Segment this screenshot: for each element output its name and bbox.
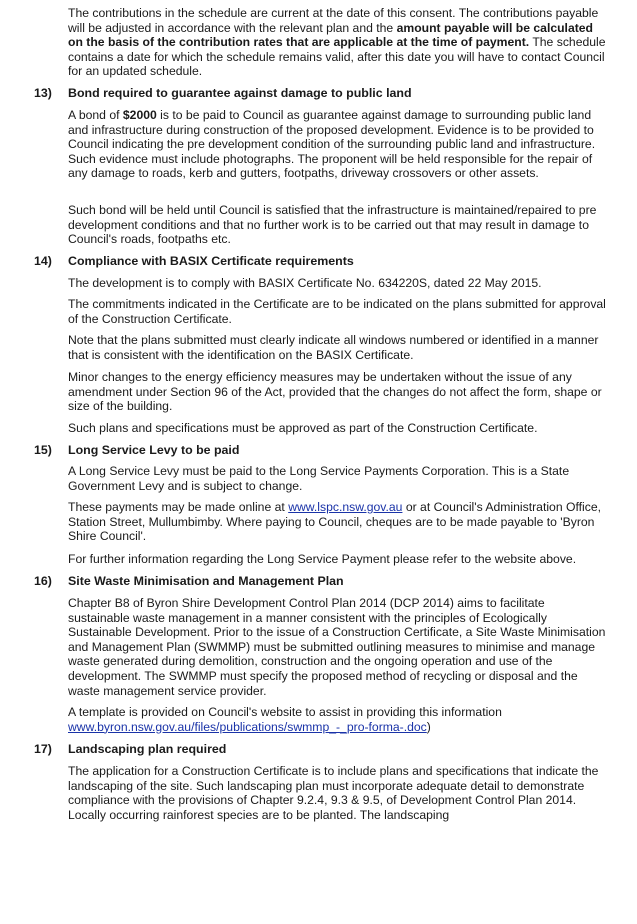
section-number: 17) [34, 742, 52, 756]
s15-paragraph-1: A Long Service Levy must be paid to the Long Service Payments Corporation. This is a State Government Levy and is subject to change. [68, 464, 570, 493]
s15-text-end: or at Council's Administration Office, Station Street, Mullumbimby. Where paying to Council, cheques are to be made payable to 'Byron Shire Council'. [68, 500, 601, 544]
section-14-heading [34, 254, 354, 269]
s14-paragraph-1: The development is to comply with BASIX Certificate No. 634220S, dated 22 May 2015. [68, 276, 542, 290]
section-15-heading [34, 443, 239, 458]
bond-amount: $2000 [122, 108, 157, 122]
intro-paragraph [68, 6, 608, 79]
section-16-heading [34, 574, 344, 589]
s14-paragraph-5: Such plans and specifications must be approved as part of the Construction Certificate. [68, 421, 538, 435]
s13-paragraph-2: Such bond will be held until Council is satisfied that the infrastructure is maintained/repaired to pre development conditions and that no further work is to be carried out that may result in damage to Council's roads, footpaths etc. [68, 203, 597, 247]
s16-text: A template is provided on Council's website to assist in providing this information [68, 705, 502, 719]
lspc-website-link[interactable]: www.lspc.nsw.gov.au [288, 500, 403, 514]
section-title: Site Waste Minimisation and Management Plan [68, 574, 344, 588]
swmmp-template-link[interactable]: www.byron.nsw.gov.au/files/publications/swmmp_-_pro-forma-.doc [68, 719, 427, 734]
intro-bold-text: amount payable will be calculated on the basis of the contribution rates that are applicable at the time of payment. [68, 20, 594, 50]
section-title: Bond required to guarantee against damage to public land [68, 86, 412, 100]
s16-paragraph-2 [68, 705, 608, 734]
s16-paragraph-1: Chapter B8 of Byron Shire Development Control Plan 2014 (DCP 2014) aims to facilitate sustainable waste management in a manner consistent with the principles of Ecologically Sustainable Development. Prior to the issue of a Construction Certificate, a Site Waste Minimisation and Management Plan (SWMMP) must be submitted outlining measures to minimise and manage waste generated during demolition, construction and the ongoing operation and use of the development. The SWMMP must specify the proposed method of recycling or disposal and the waste management service provider. [68, 596, 606, 698]
s15-paragraph-3: For further information regarding the Long Service Payment please refer to the website above. [68, 552, 577, 566]
section-title: Long Service Levy to be paid [68, 443, 240, 457]
s14-paragraph-3: Note that the plans submitted must clearly indicate all windows numbered or identified in a manner that is consistent with the identification on the BASIX Certificate. [68, 333, 599, 362]
section-number: 14) [34, 254, 52, 268]
s14-paragraph-4: Minor changes to the energy efficiency measures may be undertaken without the issue of any amendment under Section 96 of the Act, provided that the changes do not affect the form, shape or size of the building. [68, 370, 602, 414]
s15-text: These payments may be made online at [68, 500, 289, 514]
section-title: Compliance with BASIX Certificate requirements [68, 254, 354, 268]
section-title: Landscaping plan required [68, 742, 227, 756]
s17-paragraph-1: The application for a Construction Certificate is to include plans and specifications that indicate the landscaping of the site. Such landscaping plan must incorporate adequate detail to demonstrate compliance with the provisions of Chapter 9.2.4, 9.3 & 9.5, of Development Control Plan 2014. Locally occurring rainforest species are to be planted. The landscaping [68, 764, 599, 822]
intro-text-end: The schedule contains a date for which the schedule remains valid, after this date you will have to contact Council for an updated schedule. [68, 35, 606, 79]
s13-text-end: is to be paid to Council as guarantee against damage to surrounding public land and infrastructure during construction of the proposed development. Evidence is to be provided to Council indicating the pre development condition of the surrounding public land and infrastructure. Such evidence must include photographs. The proponent will be held responsible for the repair of any damage to roads, kerb and gutters, footpaths, driveway crossovers or other assets. [68, 108, 596, 181]
section-number: 15) [34, 443, 52, 457]
section-13-heading [34, 86, 412, 101]
section-number: 16) [34, 574, 52, 588]
section-17-heading [34, 742, 226, 757]
intro-text: The contributions in the schedule are current at the date of this consent. The contributions payable will be adjusted in accordance with the relevant plan and the [68, 6, 599, 35]
section-number: 13) [34, 86, 52, 100]
s14-paragraph-2: The commitments indicated in the Certificate are to be indicated on the plans submitted for approval of the Construction Certificate. [68, 297, 606, 326]
s13-paragraph-1 [68, 108, 608, 181]
s15-paragraph-2 [68, 500, 608, 544]
closing-paren: ) [426, 719, 431, 734]
s13-text: A bond of [68, 108, 123, 122]
